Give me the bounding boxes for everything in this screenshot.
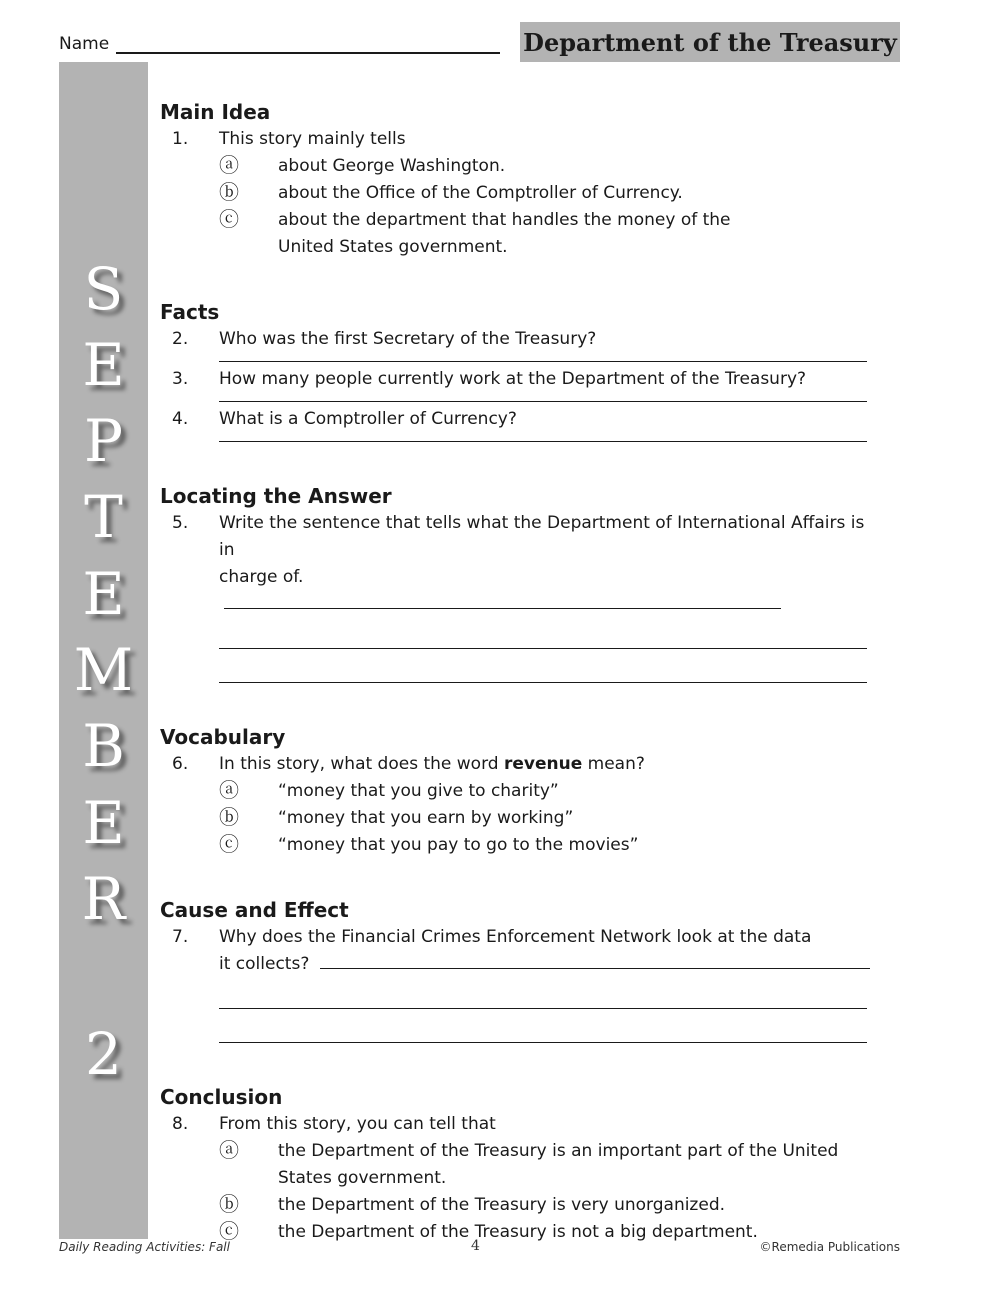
option-text: the Department of the Treasury is an important part of the United (278, 1141, 839, 1161)
answer-line[interactable] (219, 1042, 867, 1043)
question-6 (160, 751, 870, 778)
answer-line[interactable] (219, 682, 867, 683)
question-text: How many people currently work at the Department of the Treasury? (219, 369, 807, 389)
question-text-pre: In this story, what does the word (219, 754, 504, 774)
circle-c-icon: ⓒ (219, 1219, 239, 1243)
sidebar-letter: P (83, 407, 124, 475)
question-number: 8. (172, 1114, 189, 1134)
circle-c-icon: ⓒ (219, 832, 239, 856)
question-text (219, 751, 870, 778)
sidebar-letter: E (82, 560, 125, 628)
option-text: about the Office of the Comptroller of Currency. (278, 183, 683, 203)
section-cause-effect (160, 896, 870, 1043)
sidebar-letter: S (83, 255, 124, 323)
circle-a-icon: ⓐ (219, 1138, 239, 1162)
answer-line[interactable] (224, 592, 781, 609)
page-title: Department of the Treasury (520, 22, 900, 62)
circle-b-icon: ⓑ (219, 805, 239, 829)
question-1 (160, 126, 870, 153)
section-facts (160, 298, 870, 442)
answer-line[interactable] (320, 952, 870, 969)
option-a[interactable] (160, 778, 870, 805)
question-text: Why does the Financial Crimes Enforcement Network look at the data (219, 927, 812, 947)
option-text: the Department of the Treasury is not a big department. (278, 1222, 758, 1242)
sidebar-day-number: 2 (85, 1020, 122, 1088)
question-text-continued (219, 564, 870, 618)
question-number: 6. (172, 754, 189, 774)
section-title: Conclusion (160, 1085, 283, 1109)
option-b[interactable] (160, 805, 870, 832)
name-field[interactable] (116, 52, 500, 54)
footer-book-title: Daily Reading Activities: Fall (59, 1240, 230, 1254)
question-text-post: mean? (582, 754, 645, 774)
question-5 (160, 510, 870, 618)
question-text: Who was the first Secretary of the Treasury? (219, 329, 597, 349)
question-text-continued (219, 951, 870, 978)
question-text-tail: charge of. (219, 567, 304, 587)
sidebar-letter: E (82, 331, 125, 399)
option-text: “money that you give to charity” (278, 781, 559, 801)
sidebar-letter: E (82, 789, 125, 857)
option-a[interactable] (160, 1138, 870, 1192)
option-c[interactable] (160, 207, 870, 261)
circle-c-icon: ⓒ (219, 207, 239, 231)
circle-b-icon: ⓑ (219, 180, 239, 204)
section-conclusion (160, 1083, 870, 1246)
question-text: From this story, you can tell that (219, 1114, 496, 1134)
sidebar-letter: T (84, 483, 123, 551)
section-main-idea (160, 98, 870, 261)
page-number: 4 (471, 1238, 480, 1254)
name-label: Name (59, 34, 110, 54)
question-7 (160, 924, 870, 978)
question-number: 4. (172, 409, 189, 429)
option-text: about George Washington. (278, 156, 506, 176)
question-text: What is a Comptroller of Currency? (219, 409, 517, 429)
option-text: the Department of the Treasury is very unorganized. (278, 1195, 726, 1215)
footer-publisher: ©Remedia Publications (759, 1240, 900, 1254)
section-title: Vocabulary (160, 725, 286, 749)
question-8 (160, 1111, 870, 1138)
option-text-continued: States government. (278, 1168, 447, 1188)
question-2 (160, 326, 870, 353)
option-text: “money that you earn by working” (278, 808, 574, 828)
section-vocabulary (160, 723, 870, 859)
answer-line[interactable] (219, 648, 867, 649)
question-text-tail: it collects? (219, 954, 310, 974)
section-locating-answer (160, 482, 870, 683)
answer-line[interactable] (219, 361, 867, 362)
question-number: 5. (172, 513, 189, 533)
option-text-continued: United States government. (278, 237, 508, 257)
circle-a-icon: ⓐ (219, 153, 239, 177)
question-3 (160, 366, 870, 393)
option-text: “money that you pay to go to the movies” (278, 835, 639, 855)
section-title: Locating the Answer (160, 484, 392, 508)
month-sidebar (59, 62, 148, 1239)
circle-b-icon: ⓑ (219, 1192, 239, 1216)
answer-line[interactable] (219, 401, 867, 402)
sidebar-letter: R (81, 865, 126, 933)
section-title: Cause and Effect (160, 898, 349, 922)
question-number: 3. (172, 369, 189, 389)
sidebar-letter: B (82, 712, 125, 780)
question-number: 2. (172, 329, 189, 349)
option-a[interactable] (160, 153, 870, 180)
answer-line[interactable] (219, 1008, 867, 1009)
answer-line[interactable] (219, 441, 867, 442)
section-title: Facts (160, 300, 220, 324)
circle-a-icon: ⓐ (219, 778, 239, 802)
option-text: about the department that handles the money of the (278, 210, 731, 230)
question-number: 1. (172, 129, 189, 149)
vocab-word: revenue (503, 754, 583, 774)
option-c[interactable] (160, 832, 870, 859)
option-b[interactable] (160, 180, 870, 207)
option-b[interactable] (160, 1192, 870, 1219)
question-number: 7. (172, 927, 189, 947)
question-text: Write the sentence that tells what the Department of International Affairs is in (219, 513, 865, 560)
worksheet-content (160, 98, 870, 1246)
section-title: Main Idea (160, 100, 271, 124)
question-text: This story mainly tells (219, 129, 406, 149)
question-4 (160, 406, 870, 433)
sidebar-letter: M (73, 636, 134, 704)
